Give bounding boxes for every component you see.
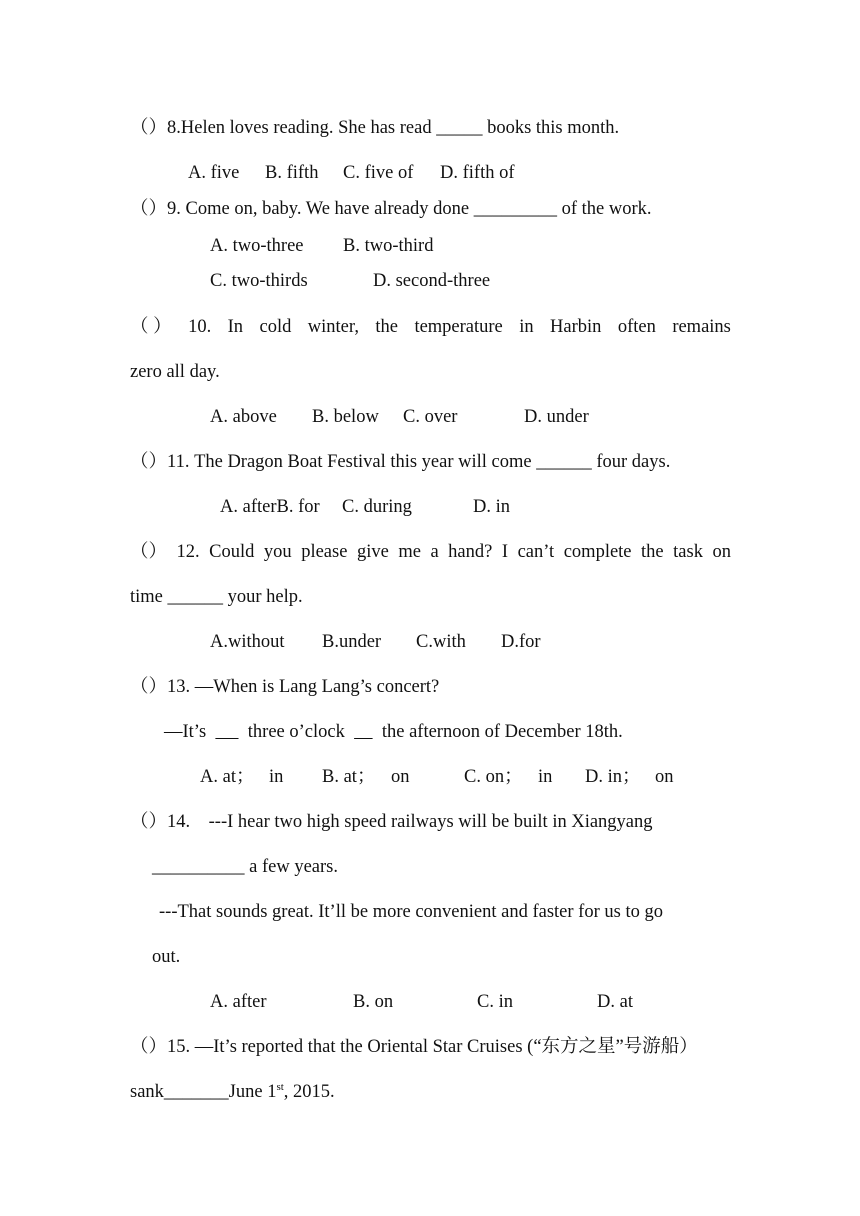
question-12: [130, 540, 731, 564]
q10-word: in: [519, 317, 534, 337]
q10-word: Harbin: [550, 317, 602, 337]
question-9: （）9. Come on, baby. We have already done _________ of the work.: [130, 199, 652, 219]
q12-word: complete: [563, 542, 632, 562]
q13-reply-end: the afternoon of December 18th.: [381, 722, 623, 742]
q10-option-d: D. under: [524, 407, 589, 427]
q13-option-b2: on: [391, 767, 410, 787]
q12-word: I: [501, 542, 509, 562]
question-10: [130, 315, 731, 339]
q15-text-start: sank_______June 1: [130, 1082, 277, 1102]
q15-text-end: , 2015.: [283, 1082, 335, 1102]
q12-option-c: C.with: [416, 632, 466, 652]
question-12-cont: time ______ your help.: [130, 587, 303, 607]
q13-blank-1: [215, 722, 238, 742]
q12-word: give: [356, 542, 389, 562]
q11-option-c: C. during: [342, 497, 412, 517]
q12-word: please: [301, 542, 348, 562]
q8-option-c: C. five of: [343, 163, 414, 183]
question-14-reply-cont: out.: [152, 947, 181, 967]
q13-reply-mid: three o’clock: [247, 722, 345, 742]
q13-option-c: C. on；: [464, 767, 523, 787]
q13-reply-start: —It’s: [164, 722, 207, 742]
q13-blank-2: [354, 722, 373, 742]
question-14: （）14. ---I hear two high speed railways will be built in Xiangyang: [130, 812, 653, 832]
q10-word: the: [375, 317, 398, 337]
question-13-reply: [164, 720, 623, 744]
question-8: （）8.Helen loves reading. She has read _____ books this month.: [130, 118, 620, 138]
q14-option-a: A. after: [210, 992, 267, 1012]
q14-option-d: D. at: [597, 992, 633, 1012]
q12-option-a: A.without: [210, 632, 285, 652]
q10-word: （ ）: [130, 317, 172, 337]
question-14-cont: __________ a few years.: [152, 857, 338, 877]
q12-word: the: [641, 542, 664, 562]
q12-word: me: [398, 542, 421, 562]
q12-option-b: B.under: [322, 632, 382, 652]
q12-word: can’t: [517, 542, 555, 562]
q8-option-b: B. fifth: [265, 163, 319, 183]
q13-option-a2: in: [269, 767, 284, 787]
q12-word: task: [673, 542, 703, 562]
q13-option-d2: on: [655, 767, 674, 787]
q14-option-b: B. on: [353, 992, 394, 1012]
q9-option-d: D. second-three: [373, 271, 491, 291]
q10-word: winter,: [307, 317, 359, 337]
q9-option-a: A. two-three: [210, 236, 304, 256]
q8-option-a: A. five: [188, 163, 240, 183]
q10-word: In: [227, 317, 244, 337]
question-15: （）15. —It’s reported that the Oriental Star Cruises (“东方之星”号游船）: [130, 1037, 698, 1057]
q11-option-d: D. in: [473, 497, 510, 517]
q10-word: 10.: [188, 317, 212, 337]
q13-option-c2: in: [538, 767, 553, 787]
q12-word: you: [263, 542, 292, 562]
q12-word: a: [430, 542, 439, 562]
q12-word: on: [712, 542, 731, 562]
q9-option-c: C. two-thirds: [210, 271, 308, 291]
q10-option-a: A. above: [210, 407, 277, 427]
question-11: （）11. The Dragon Boat Festival this year will come ______ four days.: [130, 452, 671, 472]
q13-option-b: B. at；: [322, 767, 376, 787]
q14-option-c: C. in: [477, 992, 513, 1012]
q10-word: cold: [259, 317, 292, 337]
q10-word: remains: [672, 317, 731, 337]
question-14-reply: ---That sounds great. It’ll be more convenient and faster for us to go: [159, 902, 663, 922]
question-13: （）13. —When is Lang Lang’s concert?: [130, 677, 440, 697]
q15-superscript: st: [276, 1080, 284, 1093]
q12-word: 12.: [176, 542, 200, 562]
q12-word: hand?: [448, 542, 493, 562]
q10-word: often: [617, 317, 656, 337]
q9-option-b: B. two-third: [343, 236, 434, 256]
q12-word: （）: [130, 542, 168, 562]
question-10-cont: zero all day.: [130, 362, 220, 382]
q12-word: Could: [209, 542, 255, 562]
q10-option-b: B. below: [312, 407, 379, 427]
q10-word: temperature: [414, 317, 503, 337]
q13-option-d: D. in；: [585, 767, 641, 787]
q12-option-d: D.for: [501, 632, 541, 652]
q8-option-d: D. fifth of: [440, 163, 515, 183]
q13-option-a: A. at；: [200, 767, 255, 787]
q11-option-ab: A. afterB. for: [220, 497, 320, 517]
q10-option-c: C. over: [403, 407, 458, 427]
question-15-cont: [130, 1080, 335, 1104]
